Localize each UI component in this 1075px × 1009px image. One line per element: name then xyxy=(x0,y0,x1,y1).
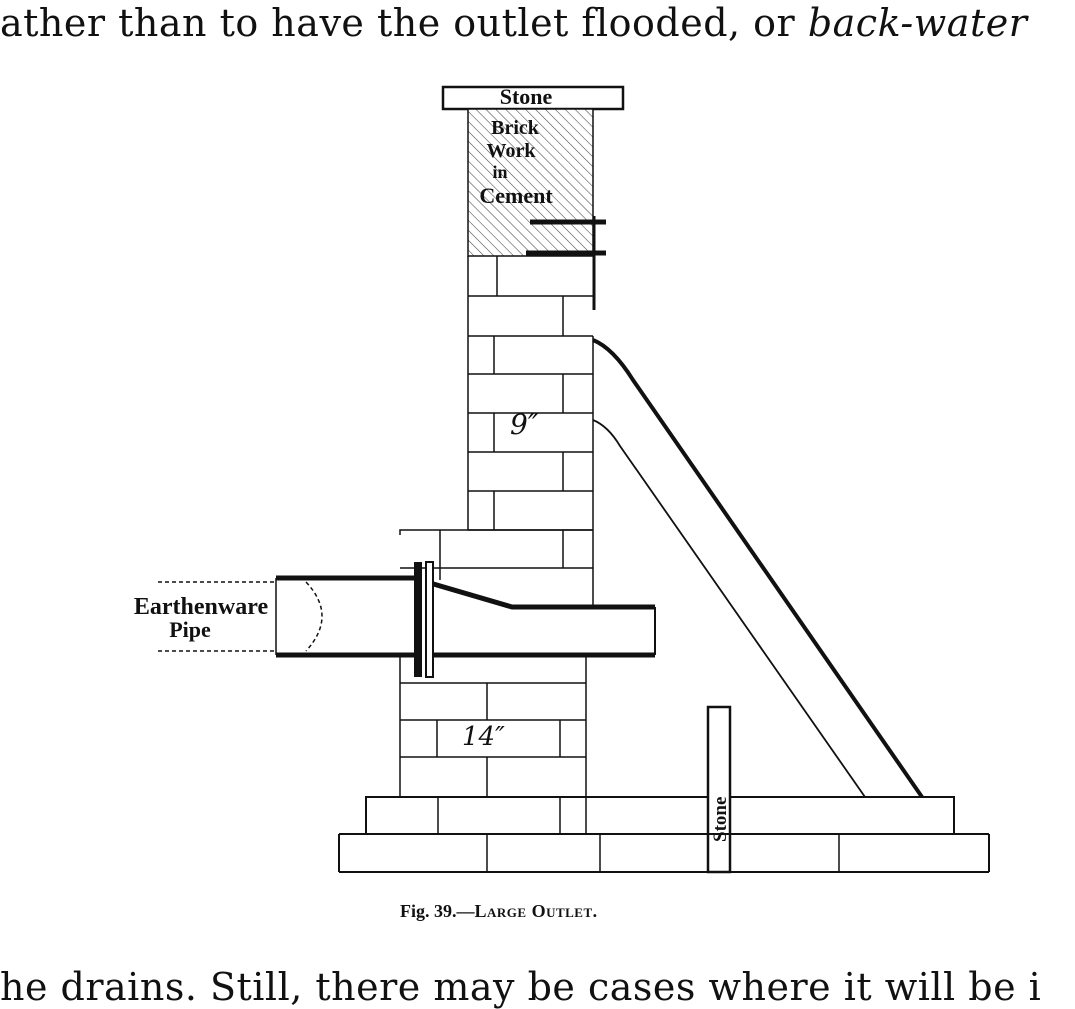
stone-top-label: Stone xyxy=(499,84,553,109)
earthenware-label: Earthenware xyxy=(133,594,269,620)
brickwork-label-line-1: Brick xyxy=(491,117,539,139)
pipe-flange xyxy=(414,562,422,677)
emphasis-back-water: back-water xyxy=(807,1,1028,45)
body-text-top: ather than to have the outlet flooded, or xyxy=(0,1,796,45)
brickwork-label-line-2: Work xyxy=(486,140,536,162)
figure-caption xyxy=(400,902,598,920)
earthenware-pipe xyxy=(134,562,655,677)
fourteen-inch-dimension: 14″ xyxy=(462,722,505,752)
body-text-bottom-line: he drains. Still, there may be cases where it will be i xyxy=(0,965,1042,1009)
brickwork-label-line-4: Cement xyxy=(479,183,553,208)
stone-coping-top xyxy=(443,84,623,109)
brickwork-label-line-3: in xyxy=(492,162,508,182)
figure-title: Large Outlet. xyxy=(474,901,598,921)
figure-number: Fig. 39.— xyxy=(400,901,475,921)
brickwork-in-cement-section xyxy=(468,109,606,310)
footing-courses xyxy=(339,797,989,872)
outlet-flap xyxy=(593,340,922,797)
stone-post-label: Stone xyxy=(710,796,731,842)
pipe-label: Pipe xyxy=(169,617,211,642)
stone-post xyxy=(708,707,731,872)
nine-inch-dimension: 9″ xyxy=(510,408,539,441)
